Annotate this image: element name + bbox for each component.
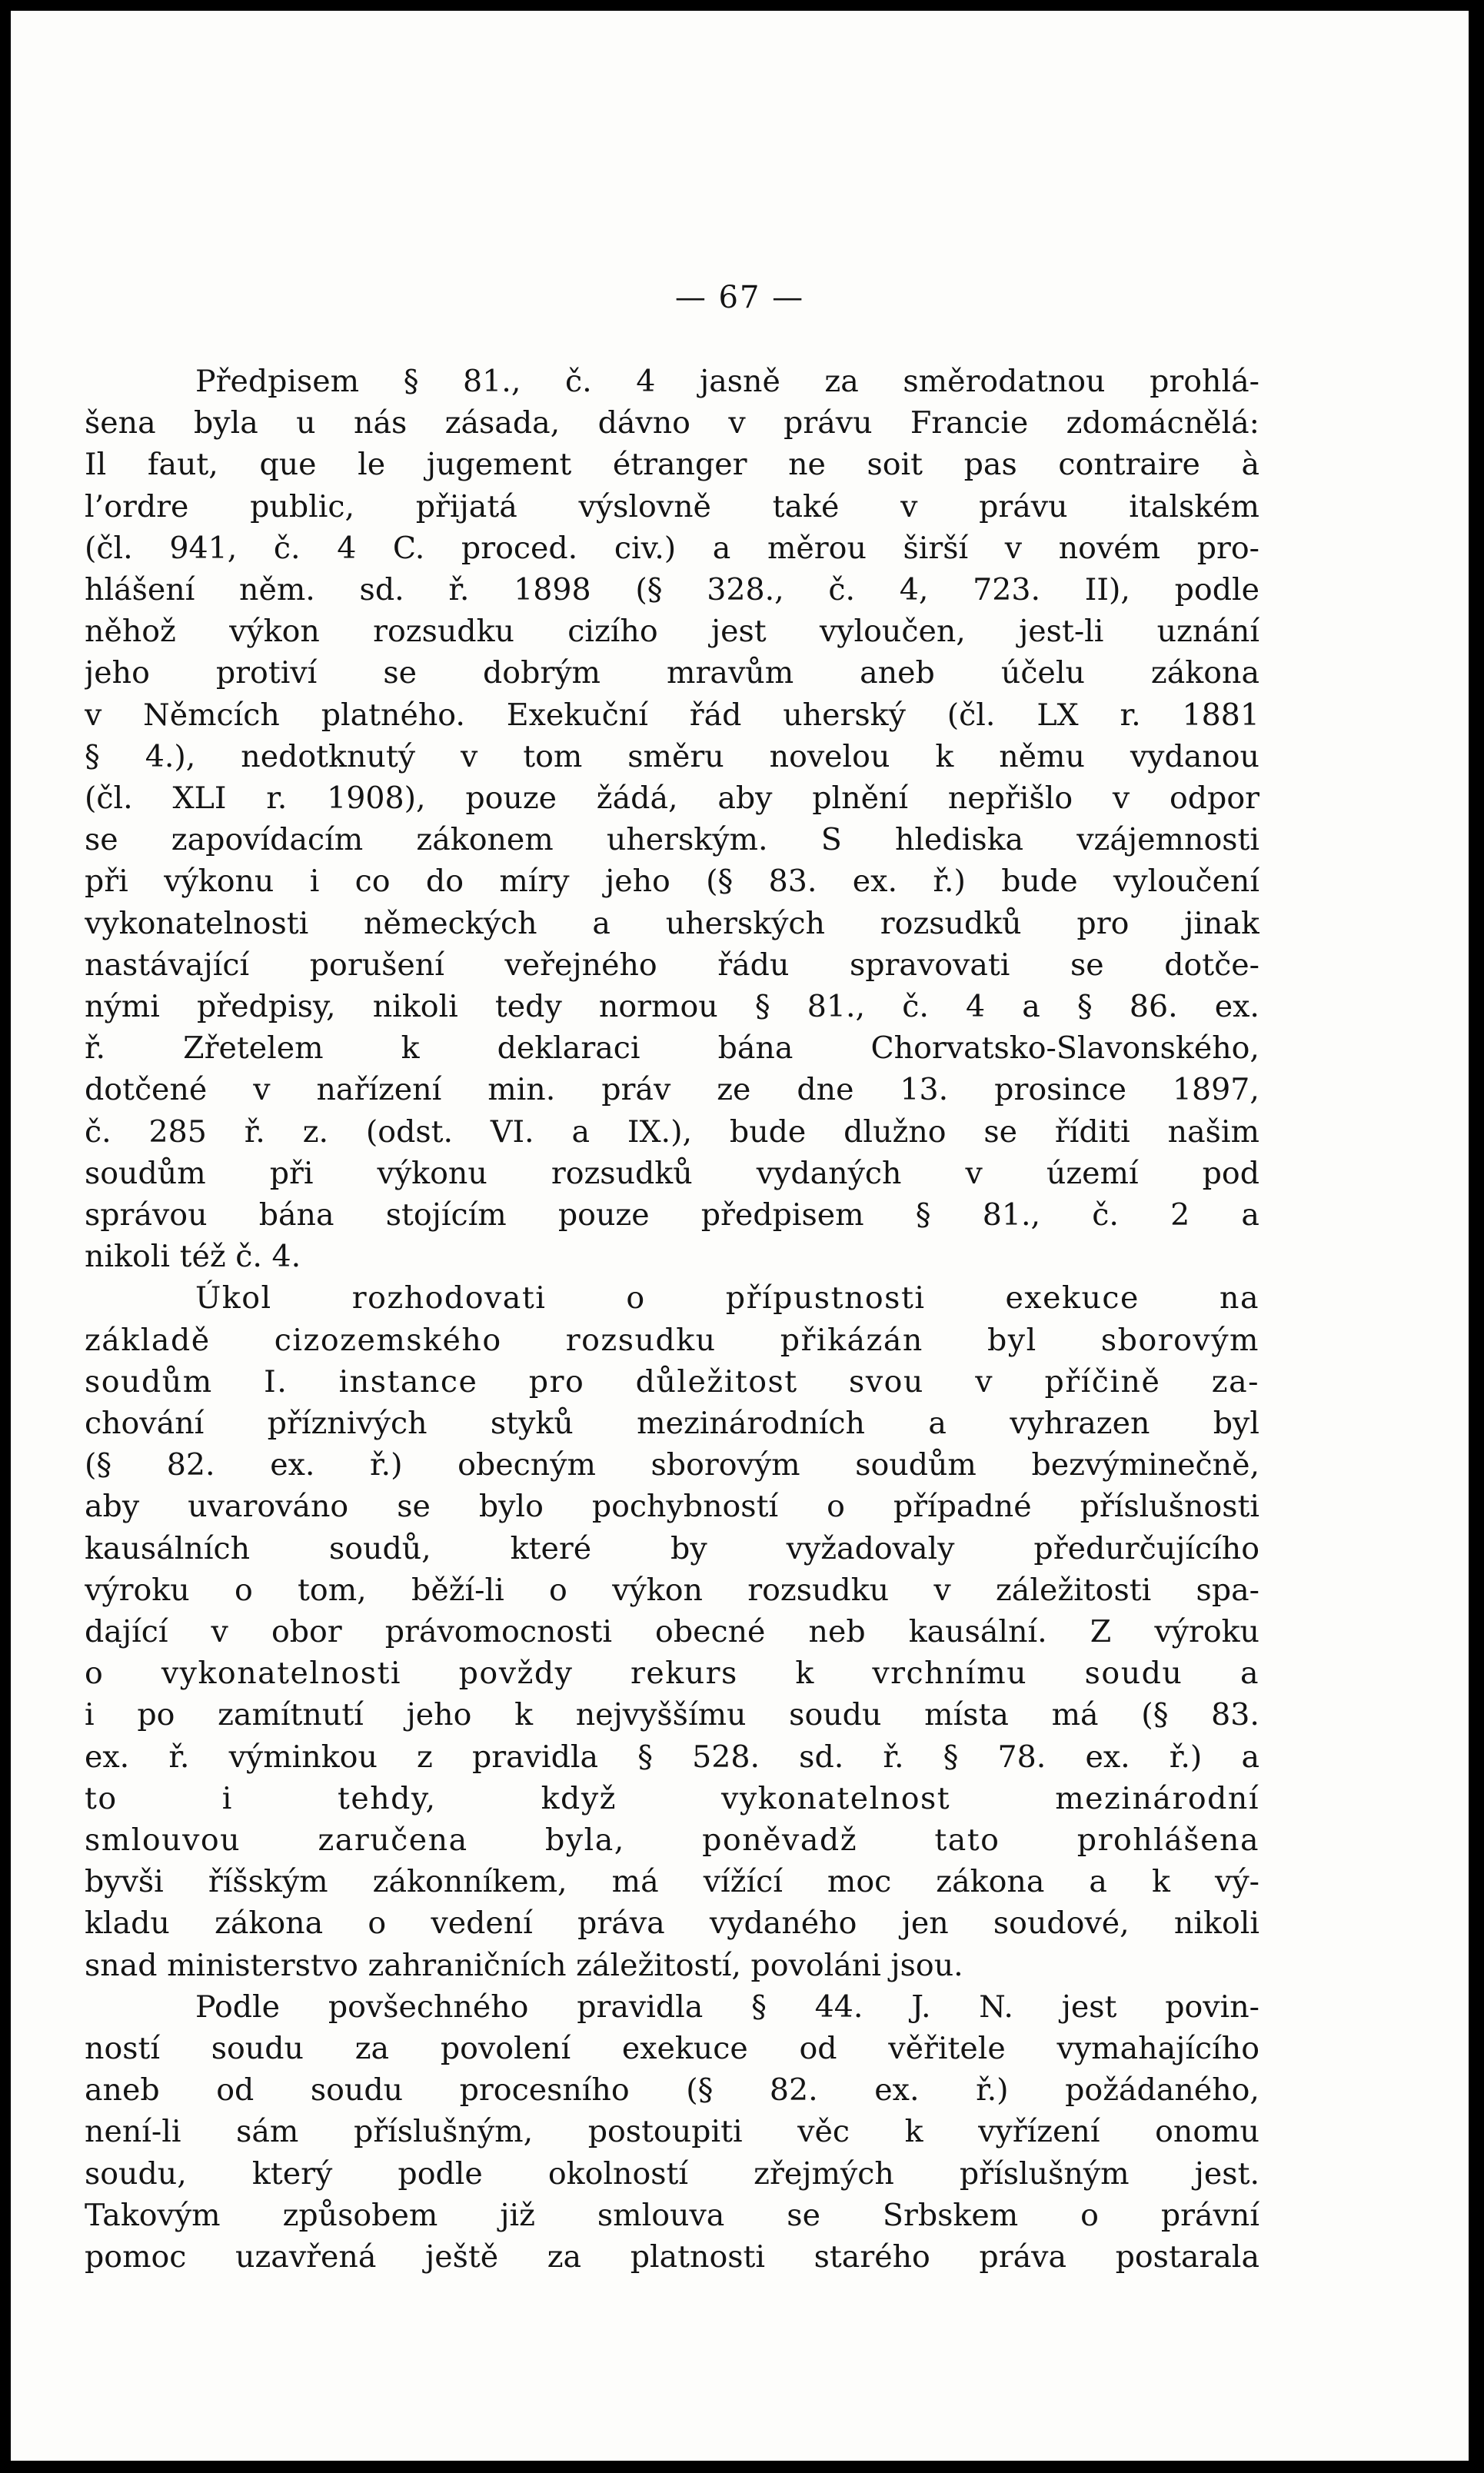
text-line: smlouvou zaručena byla, poněvadž tato prohlášena xyxy=(85,1822,1259,1858)
text-line: snad ministerstvo zahraničních záležitostí, povoláni jsou. xyxy=(85,1947,963,1983)
text-line: jeho protiví se dobrým mravům aneb účelu zákona xyxy=(85,655,1259,691)
text-line: Úkol rozhodovati o přípustnosti exekuce na xyxy=(195,1280,1259,1316)
text-line: dotčené v nařízení min. práv ze dne 13. prosince 1897, xyxy=(85,1072,1259,1108)
text-line: Il faut, que le jugement étranger ne soit pas contraire à xyxy=(85,447,1259,483)
text-line: soudům I. instance pro důležitost svou v příčině za- xyxy=(85,1363,1259,1400)
text-line: pomoc uzavřená ještě za platnosti starého práva postarala xyxy=(85,2239,1259,2275)
text-line: ností soudu za povolení exekuce od věřitele vymahajícího xyxy=(85,2031,1259,2066)
text-line: (§ 82. ex. ř.) obecným sborovým soudům bezvýminečně, xyxy=(85,1447,1259,1483)
text-line: v Němcích platného. Exekuční řád uherský (čl. LX r. 1881 xyxy=(85,697,1259,733)
text-line: Předpisem § 81., č. 4 jasně za směrodatnou prohlá- xyxy=(195,364,1259,399)
text-line: soudu, který podle okolností zřejmých příslušným jest. xyxy=(85,2155,1259,2192)
text-line: dající v obor právomocnosti obecné neb kausální. Z výroku xyxy=(85,1614,1259,1649)
text-line: ex. ř. výminkou z pravidla § 528. sd. ř. § 78. ex. ř.) a xyxy=(85,1739,1259,1775)
text-line: základě cizozemského rozsudku přikázán byl sborovým xyxy=(85,1322,1259,1358)
page-number: — 67 — xyxy=(674,280,805,315)
text-line: při výkonu i co do míry jeho (§ 83. ex. ř.) bude vyloučení xyxy=(85,864,1259,900)
text-line: Takovým způsobem již smlouva se Srbskem o právní xyxy=(85,2197,1259,2233)
text-line: se zapovídacím zákonem uherským. S hlediska vzájemnosti xyxy=(85,822,1259,858)
text-line: č. 285 ř. z. (odst. VI. a IX.), bude dlužno se říditi našim xyxy=(85,1113,1259,1150)
text-line: výroku o tom, běží-li o výkon rozsudku v záležitosti spa- xyxy=(85,1572,1259,1608)
text-line: o vykonatelnosti povždy rekurs k vrchnímu soudu a xyxy=(85,1656,1259,1692)
text-line: ř. Zřetelem k deklaraci bána Chorvatsko-Slavonského, xyxy=(85,1030,1259,1067)
text-line: byvši říšským zákonníkem, má vížící moc zákona a k vý- xyxy=(85,1864,1259,1900)
text-line: (čl. 941, č. 4 C. proced. civ.) a měrou širší v novém pro- xyxy=(85,530,1259,566)
text-line: šena byla u nás zásada, dávno v právu Francie zdomácnělá: xyxy=(85,405,1259,441)
book-page xyxy=(11,11,1469,2461)
text-line: § 4.), nedotknutý v tom směru novelou k němu vydanou xyxy=(85,738,1259,774)
text-line: kausálních soudů, které by vyžadovaly předurčujícího xyxy=(85,1530,1259,1566)
text-line: kladu zákona o vedení práva vydaného jen soudové, nikoli xyxy=(85,1906,1259,1942)
text-line: správou bána stojícím pouze předpisem § 81., č. 2 a xyxy=(85,1197,1259,1233)
text-line: vykonatelnosti německých a uherských rozsudků pro jinak xyxy=(85,905,1259,941)
text-line: nastávající porušení veřejného řádu spravovati se dotče- xyxy=(85,947,1259,983)
text-line: Podle povšechného pravidla § 44. J. N. jest povin- xyxy=(195,1989,1259,2025)
body-text xyxy=(11,11,1469,2461)
text-line: i po zamítnutí jeho k nejvyššímu soudu místa má (§ 83. xyxy=(85,1697,1259,1733)
text-line: hlášení něm. sd. ř. 1898 (§ 328., č. 4, 723. II), podle xyxy=(85,572,1259,607)
text-line: soudům při výkonu rozsudků vydaných v území pod xyxy=(85,1155,1259,1191)
text-line: nými předpisy, nikoli tedy normou § 81., č. 4 a § 86. ex. xyxy=(85,989,1259,1024)
text-line: (čl. XLI r. 1908), pouze žádá, aby plnění nepřišlo v odpor xyxy=(85,781,1259,816)
text-line: to i tehdy, když vykonatelnost mezinárodní xyxy=(85,1780,1259,1816)
text-line: aneb od soudu procesního (§ 82. ex. ř.) požádaného, xyxy=(85,2072,1259,2109)
text-line: chování příznivých styků mezinárodních a vyhrazen byl xyxy=(85,1406,1259,1441)
text-line: něhož výkon rozsudku cizího jest vyloučen, jest-li uznání xyxy=(85,614,1259,650)
text-line: aby uvarováno se bylo pochybností o případné příslušnosti xyxy=(85,1489,1259,1525)
text-line: l’ordre public, přijatá výslovně také v právu italském xyxy=(85,488,1259,524)
text-line: není-li sám příslušným, postoupiti věc k vyřízení onomu xyxy=(85,2114,1259,2150)
text-line: nikoli též č. 4. xyxy=(85,1239,301,1275)
